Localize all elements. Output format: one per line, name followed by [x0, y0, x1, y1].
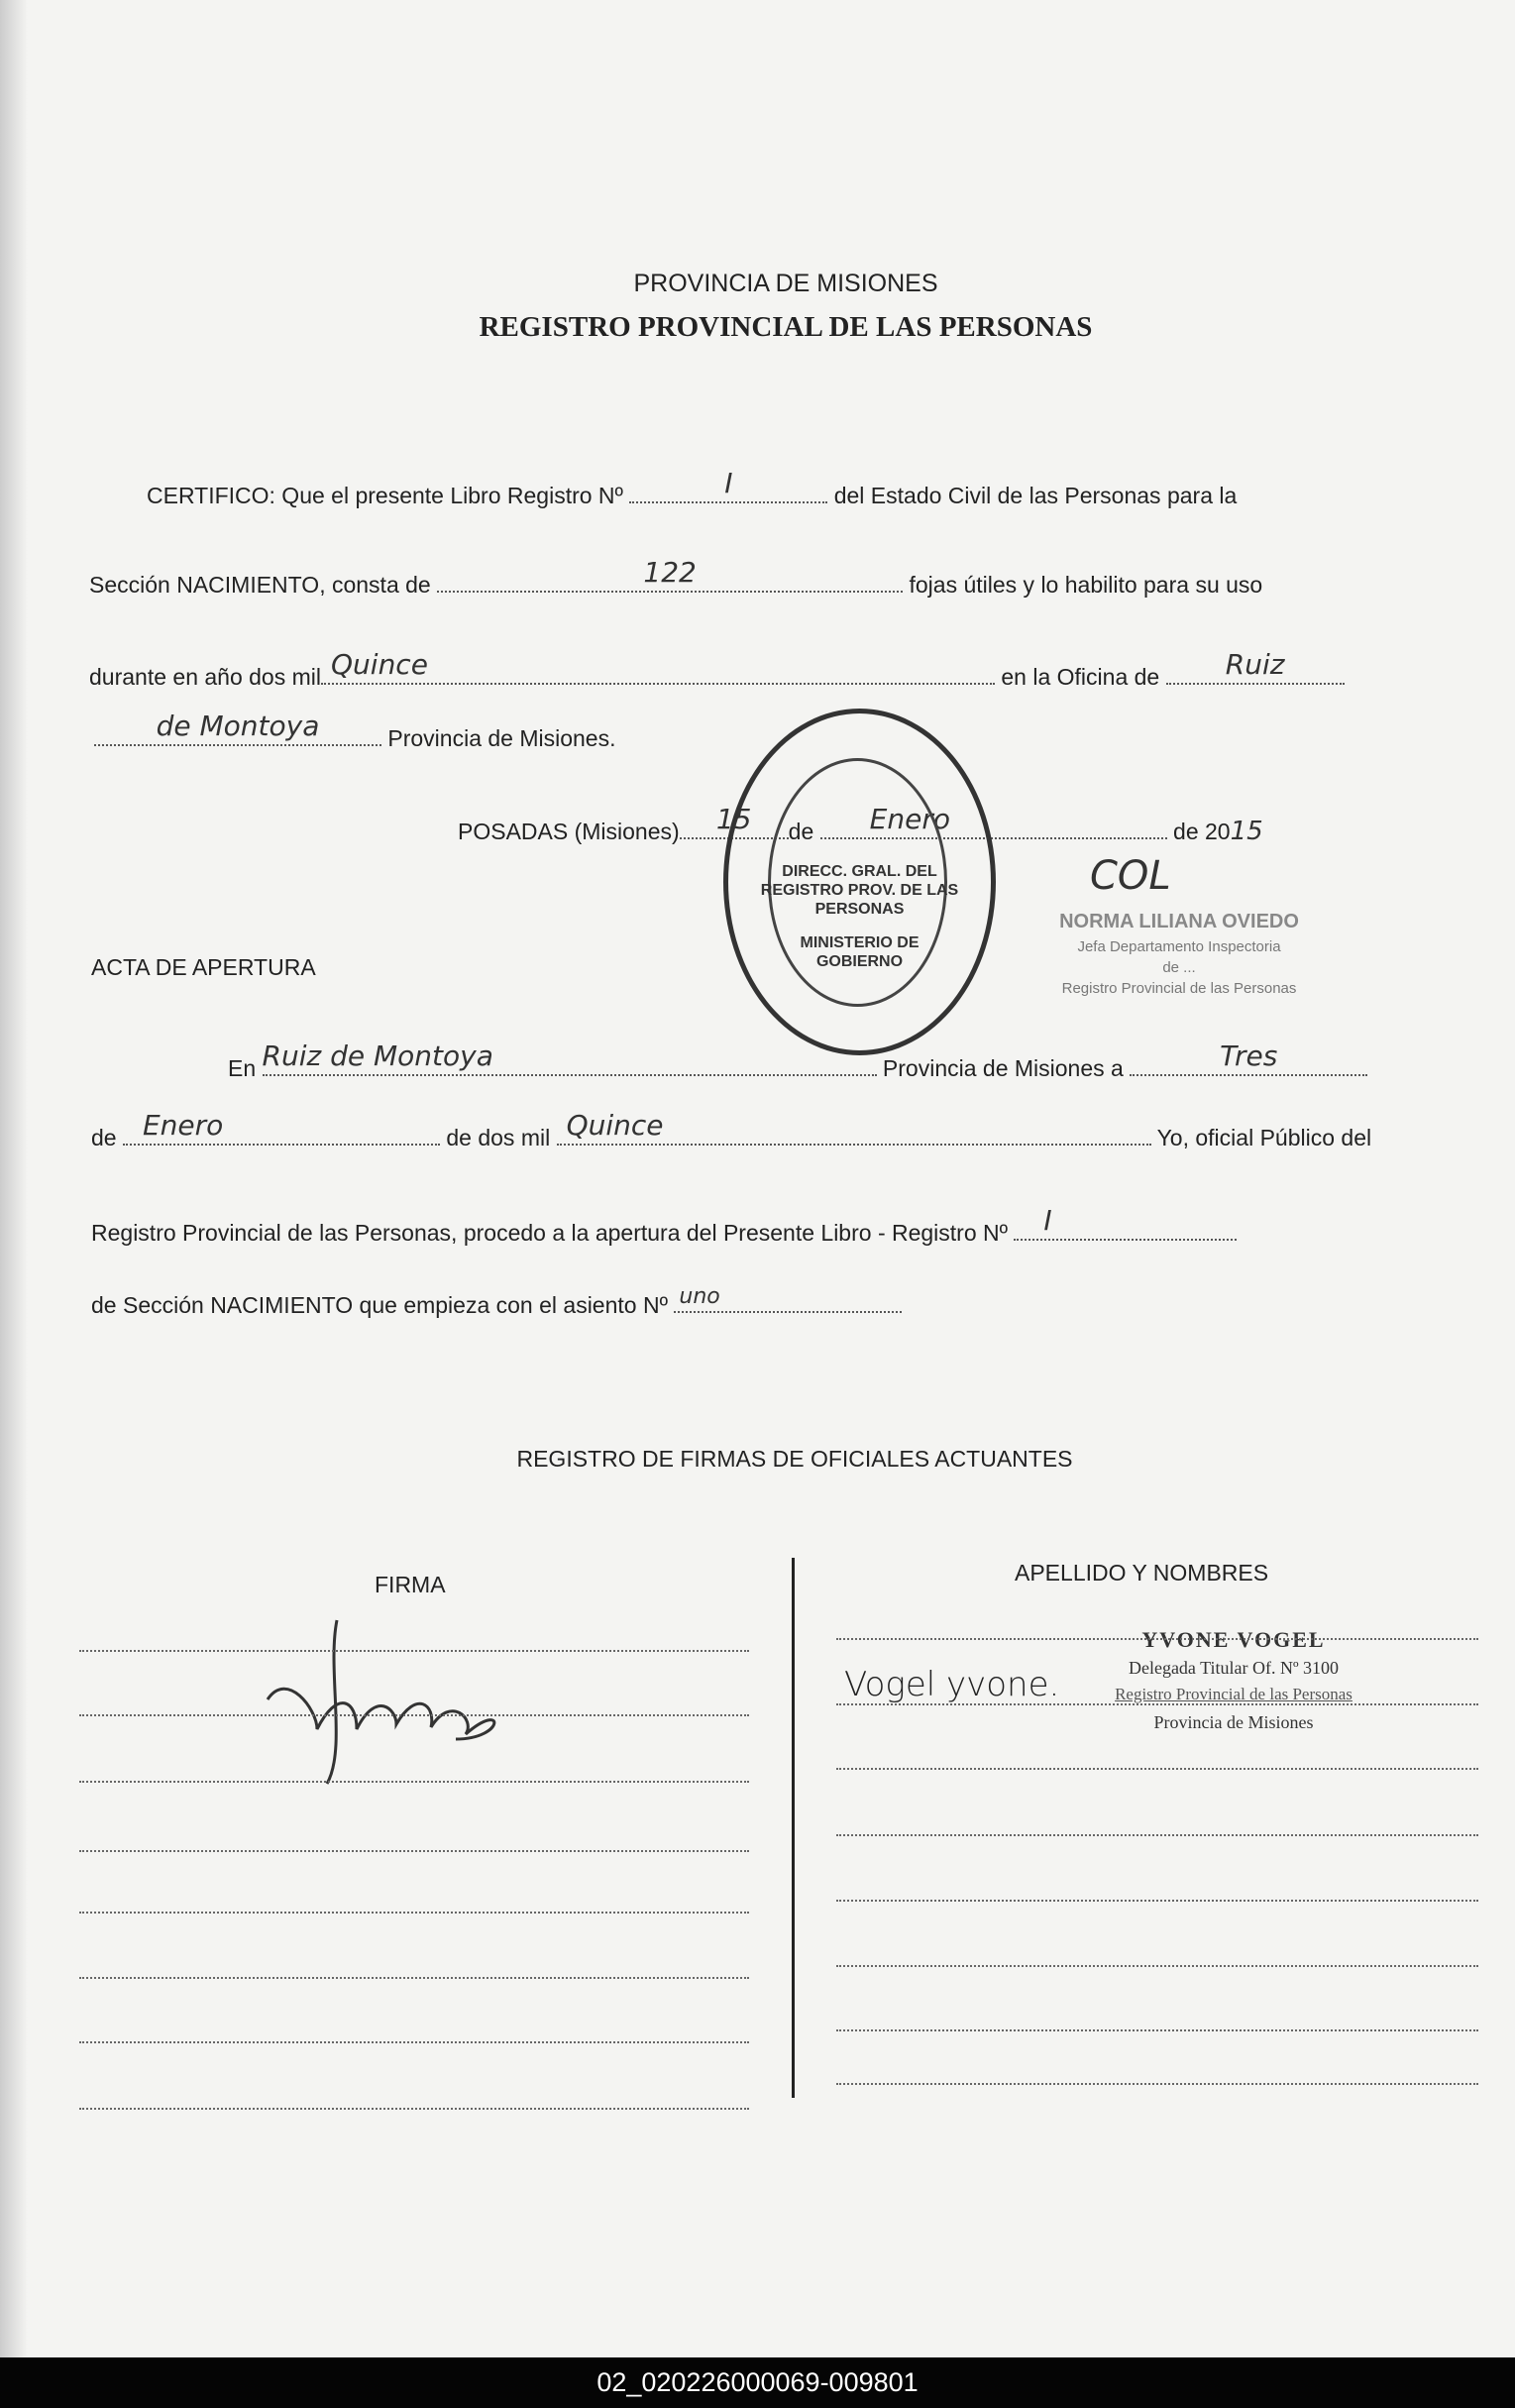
- signature-line: [79, 1714, 749, 1716]
- col-firma-header: FIRMA: [375, 1572, 446, 1597]
- acta-title: ACTA DE APERTURA: [91, 954, 316, 980]
- certificate-line-2: Sección NACIMIENTO, consta de 122 fojas útiles y lo habilito para su uso: [89, 556, 1263, 598]
- name-line: [836, 1834, 1478, 1836]
- seal-name: YVONE VOGEL: [1141, 1627, 1326, 1652]
- signature-line: [79, 1977, 749, 1979]
- scan-edge: [0, 0, 28, 2357]
- place-field: Ruiz de Montoya: [263, 1054, 877, 1076]
- official-name: NORMA LILIANA OVIEDO: [1059, 911, 1299, 932]
- certificate-date-line: POSADAS (Misiones) 15 de Enero de 2015: [458, 803, 1263, 846]
- acta-book-field: I: [1014, 1219, 1237, 1241]
- certificate-line-3: durante en año dos mil Quince en la Oficina de Ruiz: [89, 663, 1345, 691]
- signatures-title: REGISTRO DE FIRMAS DE OFICIALES ACTUANTES: [516, 1446, 1073, 1472]
- acta-month-field: Enero: [123, 1124, 440, 1146]
- office-field-cont: de Montoya: [94, 724, 381, 746]
- seal-role: Delegada Titular Of. Nº 3100: [1128, 1658, 1340, 1678]
- day-field: 15: [680, 818, 789, 839]
- official-stamp: [723, 709, 996, 1055]
- name-line: [836, 1768, 1478, 1770]
- acta-line-3: Registro Provincial de las Personas, procedo a la apertura del Presente Libro - Registro Nº I: [91, 1219, 1237, 1247]
- seal-province: Provincia de Misiones: [1153, 1712, 1314, 1732]
- province-header: PROVINCIA DE MISIONES: [633, 270, 938, 297]
- acta-year-field: Quince: [557, 1124, 1151, 1146]
- signature-line: [79, 1912, 749, 1914]
- seal-org: Registro Provincial de las Personas: [1115, 1685, 1353, 1703]
- book-number-field: I: [629, 482, 827, 503]
- signature-line: [79, 1850, 749, 1852]
- official-org: Registro Provincial de las Personas: [1061, 980, 1297, 997]
- certificate-line-1: CERTIFICO: Que el presente Libro Registro Nº I del Estado Civil de las Personas para la: [147, 467, 1238, 508]
- name-line: [836, 1703, 1478, 1705]
- signature-line: [79, 2041, 749, 2043]
- signature-line: [79, 1781, 749, 1783]
- official-initials: COL: [1090, 853, 1171, 899]
- column-divider: [792, 1558, 795, 2098]
- handwritten-name: Vogel yvone.: [844, 1665, 1060, 1704]
- col-names-header: APELLIDO Y NOMBRES: [1015, 1560, 1269, 1586]
- signature-line: [79, 1650, 749, 1652]
- name-line: [836, 1638, 1478, 1640]
- official-title: Jefa Departamento Inspectoria: [1077, 938, 1281, 955]
- acta-line-4: de Sección NACIMIENTO que empieza con el asiento Nº uno: [91, 1291, 902, 1319]
- name-line: [836, 2029, 1478, 2031]
- acta-day-field: Tres: [1130, 1054, 1367, 1076]
- year-field: Quince: [321, 663, 995, 685]
- name-line: [836, 1900, 1478, 1902]
- month-field: Enero: [820, 818, 1167, 839]
- official-line3: de ...: [1162, 959, 1196, 976]
- acta-line-2: de Enero de dos mil Quince Yo, oficial Público del: [91, 1109, 1372, 1150]
- name-line: [836, 2083, 1478, 2085]
- handwritten-signature: [258, 1610, 525, 1789]
- entry-field: uno: [674, 1291, 902, 1313]
- fojas-field: 122: [437, 571, 903, 593]
- document-id-footer: 02_020226000069-009801: [0, 2357, 1515, 2408]
- office-field: Ruiz: [1166, 663, 1345, 685]
- certificate-line-4: de Montoya Provincia de Misiones.: [94, 724, 616, 752]
- signature-line: [79, 2108, 749, 2110]
- stamp-outer-text: DIRECC. GRAL. DEL REGISTRO PROV. DE LAS PERSONAS: [760, 863, 959, 918]
- name-line: [836, 1965, 1478, 1967]
- stamp-inner-text: MINISTERIO DE GOBIERNO: [800, 934, 920, 970]
- registry-title: REGISTRO PROVINCIAL DE LAS PERSONAS: [479, 311, 1093, 343]
- acta-line-1: En Ruiz de Montoya Provincia de Misiones a Tres: [228, 1054, 1367, 1082]
